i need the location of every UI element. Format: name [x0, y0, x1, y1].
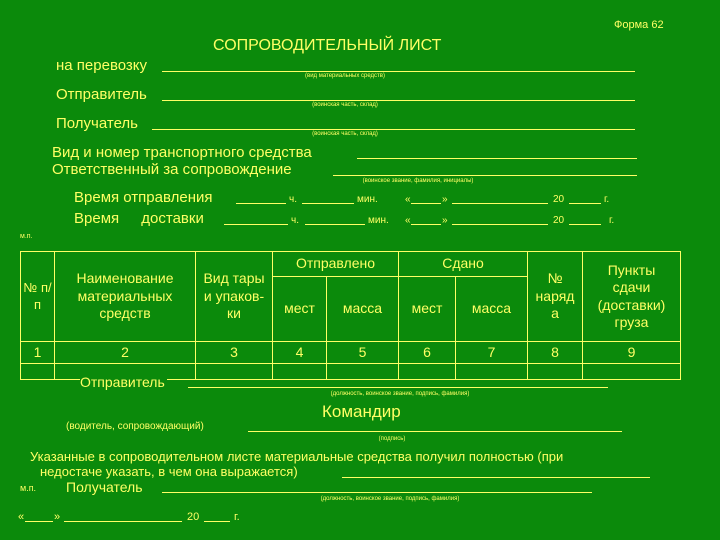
responsible-line[interactable] — [333, 175, 637, 176]
header-delivered-mass: масса — [456, 277, 528, 342]
shipment-label: на перевозку — [56, 57, 148, 74]
header-delivered-places: мест — [399, 277, 456, 342]
footer-sender-label: Отправитель — [80, 374, 165, 390]
header-delivered: Сдано — [399, 252, 528, 277]
footer-recipient-label: Получатель — [66, 479, 143, 495]
col-number: 7 — [456, 342, 528, 364]
delivery-hours-unit: ч. — [291, 215, 299, 226]
recipient-caption: (воинская часть, склад) — [312, 131, 378, 137]
delivery-label: Время доставки — [74, 210, 204, 227]
date-year-prefix: 20 — [187, 511, 200, 523]
delivery-minutes-unit: мин. — [368, 215, 389, 226]
date-month-line[interactable] — [64, 521, 182, 522]
driver-signature-line[interactable] — [248, 431, 622, 432]
delivery-quote-close: » — [442, 215, 448, 226]
departure-day-line[interactable] — [411, 203, 441, 204]
delivery-quote-open: « — [405, 215, 411, 226]
delivery-year-line[interactable] — [569, 224, 601, 225]
col-number: 4 — [273, 342, 327, 364]
date-day-line[interactable] — [25, 521, 53, 522]
signature-caption: (подпись) — [378, 436, 406, 442]
departure-month-line[interactable] — [452, 203, 548, 204]
delivery-year-suffix: г. — [609, 215, 615, 226]
col-number: 8 — [528, 342, 583, 364]
delivery-minutes-line[interactable] — [305, 224, 365, 225]
statement-line-2: недостаче указать, в чем она выражается) — [40, 464, 298, 479]
col-number: 3 — [196, 342, 273, 364]
table-cell[interactable] — [196, 364, 273, 380]
departure-year-suffix: г. — [604, 194, 610, 205]
sender-caption: (воинская часть, склад) — [312, 102, 378, 108]
statement-line-1: Указанные в сопроводительном листе материальные средства получил полностью (при — [30, 449, 564, 464]
recipient-label: Получатель — [56, 115, 138, 132]
sender-label: Отправитель — [56, 86, 147, 103]
table-cell[interactable] — [583, 364, 681, 380]
departure-year-prefix: 20 — [553, 194, 565, 205]
departure-label: Время отправления — [74, 189, 213, 206]
header-name: Наименование материальных средств — [55, 252, 196, 342]
vehicle-line[interactable] — [357, 158, 637, 159]
table-cell[interactable] — [21, 364, 55, 380]
departure-hours-unit: ч. — [289, 194, 297, 205]
header-sent-mass: масса — [327, 277, 399, 342]
form-number: Форма 62 — [614, 19, 664, 31]
cargo-table — [20, 251, 681, 380]
shortage-line[interactable] — [342, 477, 650, 478]
footer-recipient-caption: (должность, воинское звание, подпись, фамилия) — [320, 496, 460, 502]
col-number: 9 — [583, 342, 681, 364]
col-number: 5 — [327, 342, 399, 364]
sender-line[interactable] — [162, 100, 635, 101]
departure-quote-open: « — [405, 194, 411, 205]
page-title: СОПРОВОДИТЕЛЬНЫЙ ЛИСТ — [213, 37, 442, 54]
departure-minutes-line[interactable] — [302, 203, 354, 204]
date-quote-open: « — [18, 511, 25, 523]
departure-quote-close: » — [442, 194, 448, 205]
stamp-top: м.п. — [20, 233, 33, 240]
date-year-line[interactable] — [204, 521, 230, 522]
header-packaging: Вид тары и упаков-ки — [196, 252, 273, 342]
header-points: Пункты сдачи (доставки) груза — [583, 252, 681, 342]
stamp-bottom: м.п. — [20, 483, 37, 493]
delivery-year-prefix: 20 — [553, 215, 565, 226]
col-number: 2 — [55, 342, 196, 364]
header-sent: Отправлено — [273, 252, 399, 277]
table-cell[interactable] — [327, 364, 399, 380]
commander-heading: Командир — [322, 402, 401, 421]
header-no: № п/п — [21, 252, 55, 342]
recipient-line[interactable] — [152, 129, 635, 130]
table-cell[interactable] — [528, 364, 583, 380]
date-quote-close: » — [54, 511, 61, 523]
table-cell[interactable] — [399, 364, 456, 380]
responsible-label: Ответственный за сопровождение — [52, 161, 292, 178]
table-cell[interactable] — [273, 364, 327, 380]
departure-minutes-unit: мин. — [357, 194, 378, 205]
header-sent-places: мест — [273, 277, 327, 342]
shipment-caption: (вид материальных средств) — [305, 73, 385, 79]
footer-sender-line[interactable] — [188, 387, 608, 388]
departure-hours-line[interactable] — [236, 203, 286, 204]
delivery-hours-line[interactable] — [224, 224, 288, 225]
departure-year-line[interactable] — [569, 203, 601, 204]
table-cell[interactable] — [456, 364, 528, 380]
col-number: 6 — [399, 342, 456, 364]
footer-recipient-line[interactable] — [162, 492, 592, 493]
col-number: 1 — [21, 342, 55, 364]
header-order-no: № наряд а — [528, 252, 583, 342]
shipment-line[interactable] — [162, 71, 635, 72]
delivery-month-line[interactable] — [452, 224, 548, 225]
date-year-suffix: г. — [234, 511, 240, 523]
footer-sender-caption: (должность, воинское звание, подпись, фамилия) — [330, 391, 470, 397]
vehicle-label: Вид и номер транспортного средства — [52, 144, 312, 161]
delivery-day-line[interactable] — [411, 224, 441, 225]
responsible-caption: (воинское звание, фамилия, инициалы) — [362, 178, 474, 184]
driver-label: (водитель, сопровождающий) — [66, 421, 204, 432]
